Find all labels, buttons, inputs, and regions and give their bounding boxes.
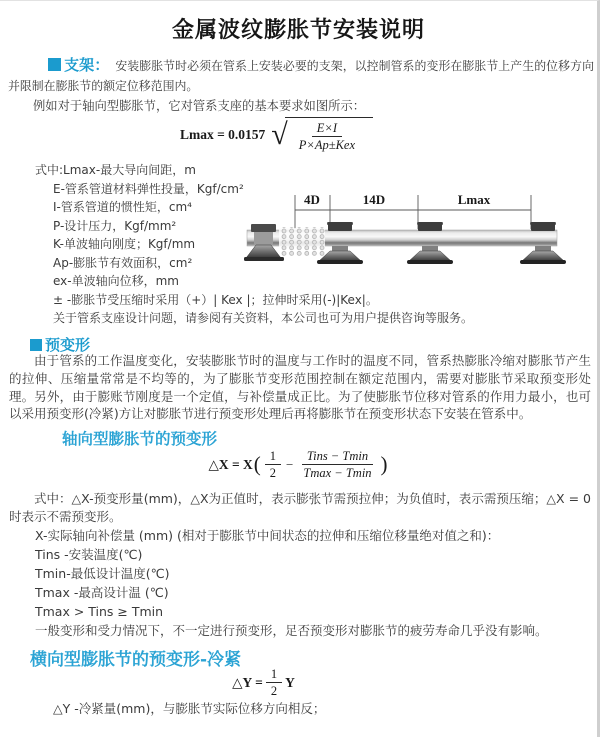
- support-intro-text: 安装膨胀节时必须在管系上安装必要的支架，以控制管系的变形在膨胀节上产生的位移方向并限制在膨胀节的额定位移范围内。: [8, 59, 594, 93]
- list-item: 式中:Lmax-最大导向间距，m: [35, 163, 196, 177]
- list-item: Tmax > Tins ≥ Tmin: [35, 604, 164, 619]
- list-item: P-设计压力，Kgf/mm²: [53, 218, 177, 233]
- list-item: Tmax -最高设计温 (℃): [35, 585, 169, 600]
- fraction-numerator: 1: [266, 667, 282, 683]
- axial-preform-formula: [0, 449, 597, 480]
- lateral-formula-note: △Y -冷紧量(mm)，与膨胀节实际位移方向相反；: [53, 701, 326, 716]
- dimension-label-4d: 4D: [304, 192, 320, 207]
- minus-operator: −: [286, 456, 294, 472]
- radical-sign: √: [271, 117, 288, 151]
- dimension-label-lmax: Lmax: [457, 192, 491, 207]
- dimension-label-14d: 14D: [362, 192, 386, 207]
- fraction-denominator: 2: [270, 684, 278, 698]
- fraction-numerator: Tins − Tmin: [302, 449, 373, 465]
- close-paren: ): [380, 452, 388, 476]
- list-item: E-管系管道材料弹性投量，Kgf/cm²: [53, 181, 244, 196]
- list-item: ex-单波轴向位移，mm: [53, 274, 179, 288]
- fraction-numerator: 1: [265, 449, 281, 465]
- bellows: [279, 227, 325, 256]
- list-item: I-管系管道的惯性矩，cm⁴: [53, 200, 192, 214]
- lateral-preform-heading: 横向型膨胀节的预变形-冷紧: [30, 650, 242, 670]
- pipe-support-diagram: [243, 189, 595, 269]
- page-title: 金属波纹膨胀节安装说明: [171, 18, 425, 43]
- list-item: ± -膨胀节受压缩时采用（+）| Kex |；拉伸时采用(-)|Kex|。: [53, 292, 378, 307]
- radical-body: [285, 117, 373, 152]
- axial-variable-list: [35, 526, 590, 640]
- list-item: Tmin-最低设计温度(℃): [35, 566, 170, 581]
- formula-denominator: P×Ap±Kex: [298, 138, 356, 152]
- list-item: Tins -安装温度(℃): [35, 547, 143, 562]
- formula-lhs: △Y =: [232, 674, 263, 690]
- formula-lhs: Lmax = 0.0157: [179, 126, 266, 142]
- formula-lhs: △X = X: [208, 456, 253, 472]
- section-marker-icon: [30, 339, 42, 351]
- preform-body-paragraph: 由于管系的工作温度变化，安装膨胀节时的温度与工作时的温度不同，管系热膨胀冷缩对膨胀节产生的拉伸、压缩量常常是不均等的，为了膨胀节变形范围控制在额定范围内，需要对膨胀节采取预变形处理。另外，由于膨账节刚度是一个定值，与补偿量成正比。为了使膨胀节位移对管系的作用力最小，也可以采用预变形(冷紧)方让对膨胀节进行预变形处理后再将膨胀节在预变形状态下安装在管系中。: [9, 353, 591, 422]
- list-item: X-实际轴向补偿量 (mm) (相对于膨胀节中间状态的拉伸和压缩位移量绝对值之和)：: [35, 528, 500, 543]
- preform-section-title: 预变形: [45, 336, 91, 354]
- lateral-preform-formula: [0, 667, 597, 698]
- formula-numerator: E×I: [312, 121, 342, 137]
- support-section-paragraph: [8, 55, 594, 96]
- list-item: Ap-膨胀节有效面积，cm²: [53, 255, 193, 270]
- support-example-line: 例如对于轴向型膨胀节，它对管系支座的基本要求如图所示：: [33, 99, 366, 113]
- support-section-title: 支架：: [64, 56, 110, 74]
- open-paren: (: [253, 452, 261, 476]
- list-item: K-单波轴向刚度；Kgf/mm: [53, 237, 196, 251]
- axial-preform-heading: 轴向型膨胀节的预变形: [62, 430, 218, 448]
- list-item: 一般变形和受力情况下，不一定进行预变形，足否预变形对膨胀节的疲劳寿命几乎没有影响。: [35, 623, 548, 638]
- fraction-denominator: Tmax − Tmin: [303, 466, 372, 480]
- axial-formula-explanation: 式中：△X-预变形量(mm)，△X为正值时，表示膨张节需预拉伸；为负值时，表示需预压缩；△X = 0时表示不需预变形。: [9, 491, 591, 524]
- list-item: 关于管系支座设计问题，请参阅有关资料，本公司也可为用户提供咨询等服务。: [53, 311, 474, 325]
- fraction-denominator: 2: [269, 466, 277, 480]
- lmax-formula: [0, 117, 597, 152]
- formula-rhs: Y: [285, 674, 295, 690]
- section-marker-icon: [48, 58, 61, 71]
